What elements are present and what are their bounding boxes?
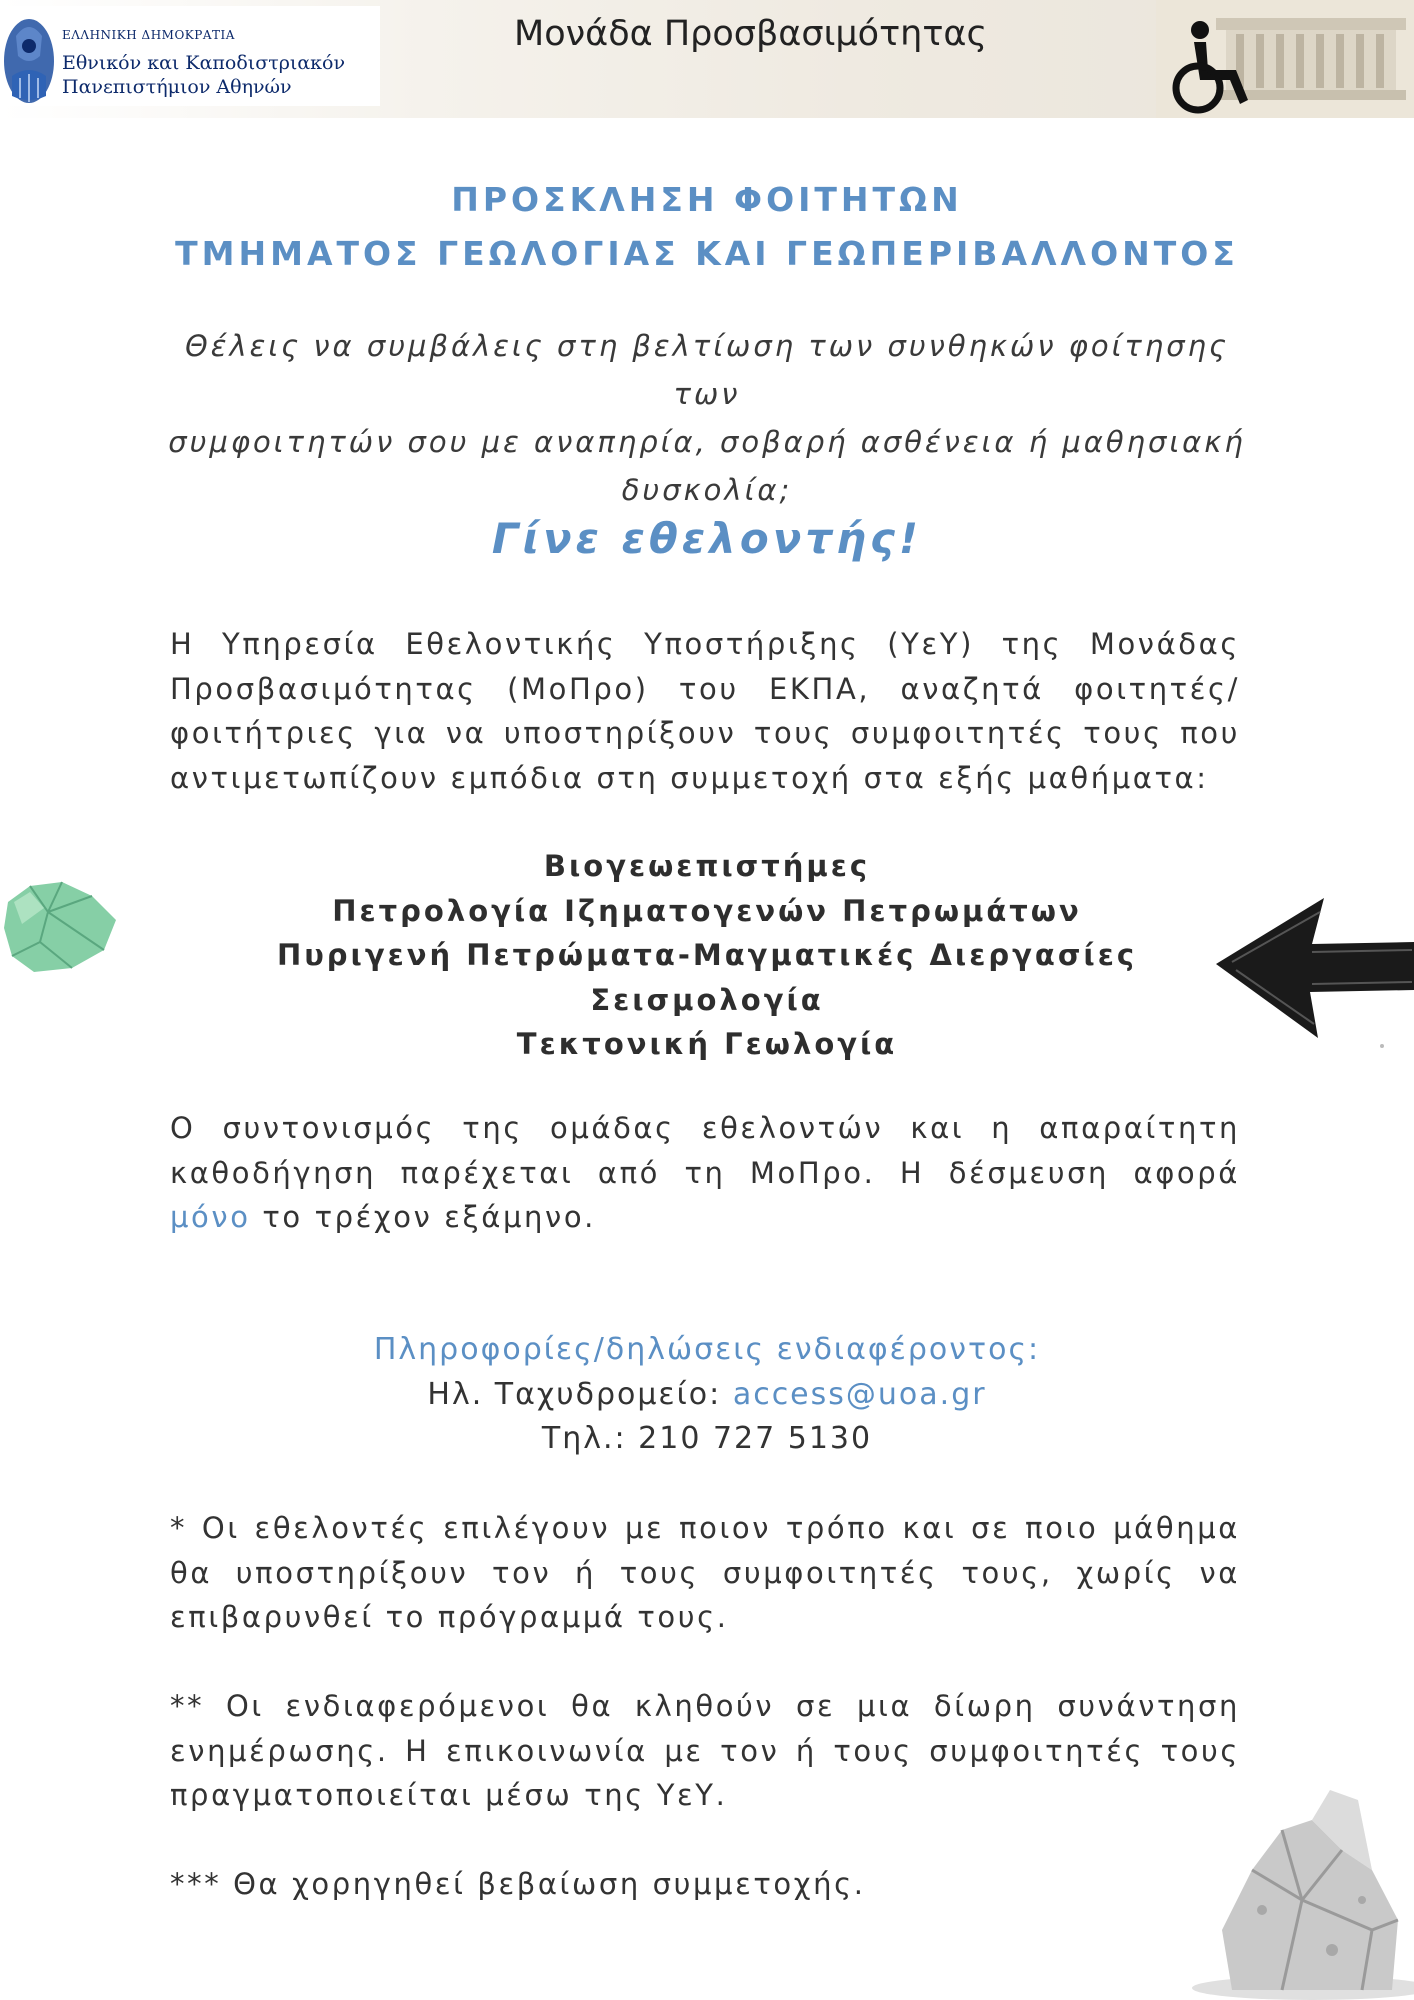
university-name-line2: Πανεπιστήμιον Αθηνών (62, 76, 292, 98)
paragraph-line: Προσβασιμότητας (ΜοΠρο) του ΕΚΠΑ, αναζητά φοιτητές/ (170, 671, 1240, 706)
note-line: ** Οι ενδιαφερόμενοι θα κληθούν σε μια δίωρη συνάντηση (170, 1689, 1240, 1723)
note-2 (170, 1684, 1240, 1818)
note-line: * Οι εθελοντές επιλέγουν με ποιον τρόπο και σε ποιο μάθημα (170, 1511, 1240, 1545)
phone-line: Τηλ.: 210 727 5130 (541, 1421, 873, 1456)
arrow-left-icon (1212, 892, 1414, 1044)
note-1 (170, 1506, 1240, 1640)
page-title-line1: ΠΡΟΣΚΛΗΣΗ ΦΟΙΤΗΤΩΝ (451, 180, 963, 219)
athena-seal-icon (2, 16, 56, 106)
page-title-line2: ΤΜΗΜΑΤΟΣ ΓΕΩΛΟΓΙΑΣ ΚΑΙ ΓΕΩΠΕΡΙΒΑΛΛΟΝΤΟΣ (175, 234, 1239, 273)
email-link[interactable]: access@uoa.gr (732, 1376, 987, 1412)
note-line: επιβαρυνθεί το πρόγραμμά τους. (170, 1600, 729, 1634)
course-item: Τεκτονική Γεωλογία (516, 1027, 898, 1061)
emphasis-only: μόνο (170, 1200, 251, 1234)
email-label: Ηλ. Ταχυδρομείο: (427, 1376, 733, 1412)
note-line: θα υποστηρίξουν τον ή τους συμφοιτητές τους, χωρίς να (170, 1555, 1240, 1590)
note-line: ενημέρωσης. Η επικοινωνία με τον ή τους συμφοιτητές τους (170, 1733, 1240, 1768)
course-list (0, 844, 1414, 1067)
paragraph-line: καθοδήγηση παρέχεται από τη ΜοΠρο. Η δέσμευση αφορά (170, 1155, 1240, 1190)
course-item: Πυριγενή Πετρώματα-Μαγματικές Διεργασίες (276, 938, 1138, 972)
question-line: δυσκολία; (621, 473, 793, 507)
header-banner (0, 0, 1414, 118)
green-rock-icon (0, 872, 120, 982)
paragraph-text: το τρέχον εξάμηνο. (250, 1200, 596, 1234)
course-item: Σεισμολογία (590, 982, 824, 1017)
unit-title: Μονάδα Προσβασιμότητας (514, 14, 988, 54)
course-item: Βιογεωεπιστήμες (543, 849, 871, 883)
paragraph-line: φοιτήτριες για να υποστηρίξουν τους συμφοιτητές τους που (170, 716, 1240, 750)
contact-heading: Πληροφορίες/δηλώσεις ενδιαφέροντος: (373, 1332, 1041, 1367)
contact-block (0, 1328, 1414, 1462)
wheelchair-access-icon (1156, 0, 1414, 118)
government-label: ΕΛΛΗΝΙΚΗ ΔΗΜΟΚΡΑΤΙΑ (62, 28, 235, 42)
university-logo-block (0, 6, 380, 106)
note-line: *** Θα χορηγηθεί βεβαίωση συμμετοχής. (170, 1867, 866, 1901)
paragraph-line: αντιμετωπίζουν εμπόδια στη συμμετοχή στα εξής μαθήματα: (170, 760, 1209, 795)
coordination-paragraph (170, 1106, 1240, 1240)
question-line: συμφοιτητών σου με αναπηρία, σοβαρή ασθένεια ή μαθησιακή (168, 425, 1246, 459)
course-item: Πετρολογία Ιζηματογενών Πετρωμάτων (332, 893, 1082, 928)
paragraph-line: Ο συντονισμός της ομάδας εθελοντών και η απαραίτητη (170, 1111, 1240, 1145)
gray-rock-icon (1162, 1760, 1414, 2000)
university-name-line1: Εθνικόν και Καποδιστριακόν (62, 52, 346, 74)
call-to-action-heading: Γίνε εθελοντής! (491, 514, 923, 563)
paragraph-line (170, 1195, 1240, 1240)
question-line: Θέλεις να συμβάλεις στη βελτίωση των συνθηκών φοίτησης των (184, 329, 1230, 411)
intro-paragraph (170, 622, 1240, 800)
note-3 (170, 1862, 1240, 1907)
intro-question (160, 322, 1254, 514)
email-line (0, 1373, 1414, 1418)
decorative-dot (1380, 1044, 1384, 1048)
note-line: πραγματοποιείται μέσω της ΥεΥ. (170, 1778, 728, 1812)
paragraph-line: Η Υπηρεσία Εθελοντικής Υποστήριξης (ΥεΥ) της Μονάδας (170, 627, 1240, 661)
